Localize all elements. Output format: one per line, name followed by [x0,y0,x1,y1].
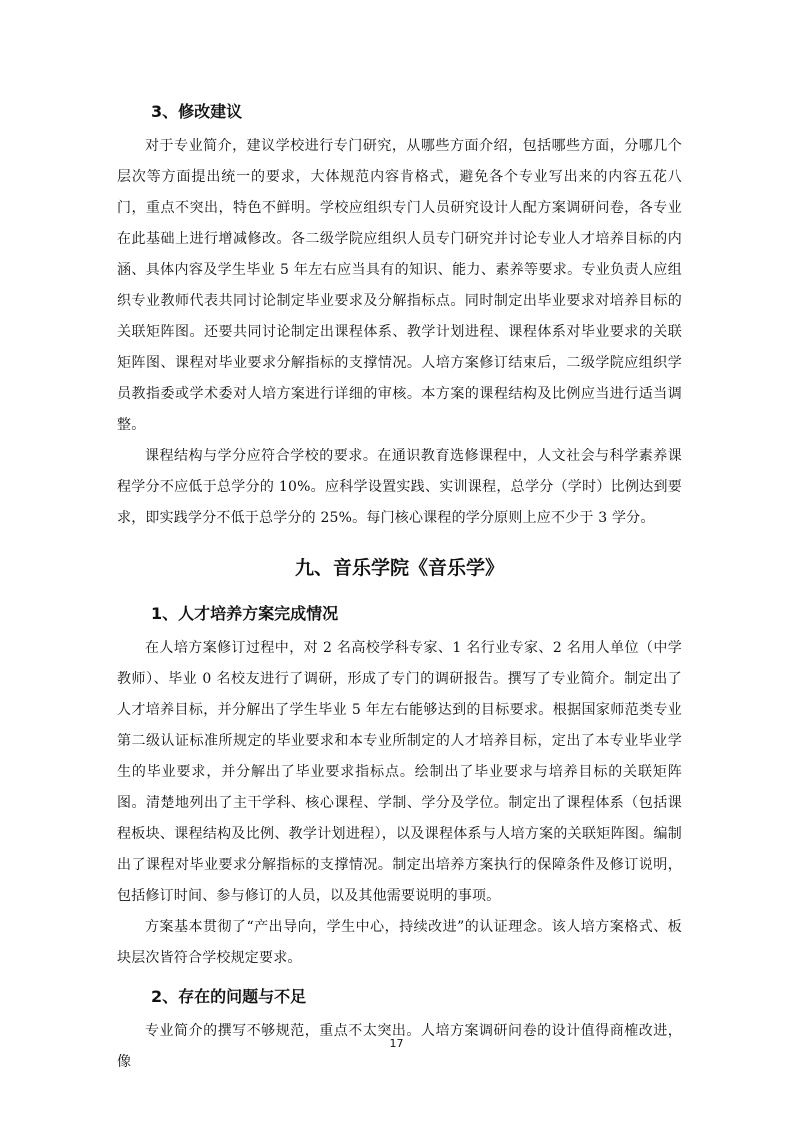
section-heading-plan-completion: 1、人才培养方案完成情况 [151,604,339,623]
paragraph: 方案基本贯彻了“产出导向，学生中心，持续改进”的认证理念。该人培方案格式、板块层次皆符合学校规定要求。 [117,919,682,966]
paragraph: 课程结构与学分应符合学校的要求。在通识教育选修课程中，人文社会与科学素养课程学分不应低于总学分的 10%。应科学设置实践、实训课程，总学分（学时）比例达到要求，即实践学分不低于总学分的 25%。每门核心课程的学分原则上应不少于 3 学分。 [117,448,682,526]
paragraph: 在人培方案修订过程中，对 2 名高校学科专家、1 名行业专家、2 名用人单位（中学教师）、毕业 0 名校友进行了调研，形成了专门的调研报告。撰写了专业简介。制定出了人才培养目标，并分解出了学生毕业 5 年左右能够达到的目标要求。根据国家师范类专业第二级认证标准所规定的毕业要求和本专业所制定的人才培养目标，定出了本专业毕业学生的毕业要求，并分解出了毕业要求指标点。绘制出了毕业要求与培养目标的关联矩阵图。清楚地列出了主干学科、核心课程、学制、学分及学位。制定出了课程体系（包括课程板块、课程结构及比例、教学计划进程），以及课程体系与人培方案的关联矩阵图。编制出了课程对毕业要求分解指标的支撑情况。制定出培养方案执行的保障条件及修订说明，包括修订时间、参与修订的人员，以及其他需要说明的事项。 [117,640,682,904]
page-number: 17 [389,1037,404,1050]
paragraph: 对于专业简介，建议学校进行专门研究，从哪些方面介绍，包括哪些方面，分哪几个层次等方面提出统一的要求，大体规范内容肯格式，避免各个专业写出来的内容五花八门，重点不突出，特色不鲜明。学校应组织专门人员研究设计人配方案调研问卷，各专业在此基础上进行增减修改。各二级学院应组织人员专门研究并讨论专业人才培养目标的内涵、具体内容及学生毕业 5 年左右应当具有的知识、能力、素养等要求。专业负责人应组织专业教师代表共同讨论制定毕业要求及分解指标点。同时制定出毕业要求对培养目标的关联矩阵图。还要共同讨论制定出课程体系、教学计划进程、课程体系对毕业要求的关联矩阵图、课程对毕业要求分解指标的支撑情况。人培方案修订结束后，二级学院应组织学员教指委或学术委对人培方案进行详细的审核。本方案的课程结构及比例应当进行适当调整。 [117,138,682,433]
chapter-title: 九、音乐学院《音乐学》 [294,557,504,579]
section-heading-problems: 2、存在的问题与不足 [151,987,307,1006]
section-heading-modification-suggestions: 3、修改建议 [151,102,243,121]
page-body [117,96,682,1078]
paragraph: 专业简介的撰写不够规范，重点不太突出。人培方案调研问卷的设计值得商榷改进，像 [117,1023,682,1070]
